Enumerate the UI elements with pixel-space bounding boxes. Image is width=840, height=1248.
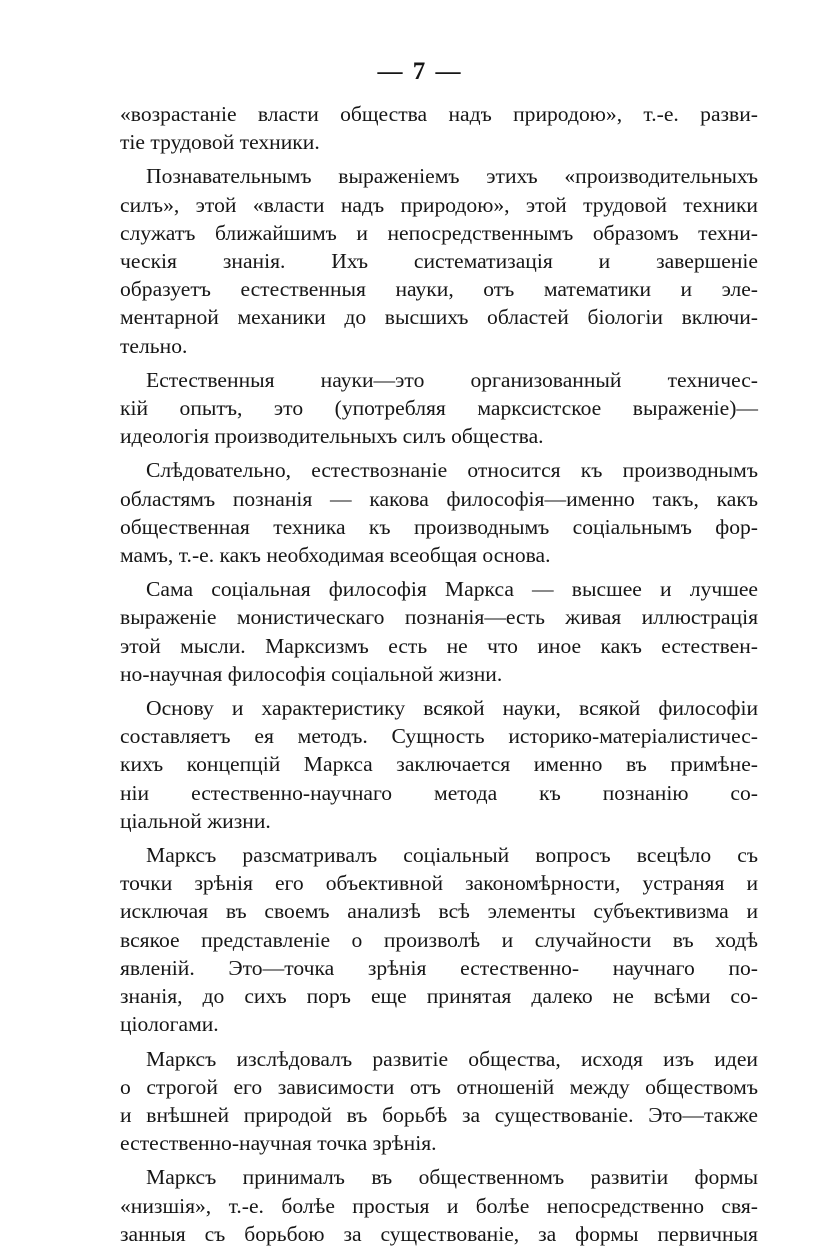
- text-line: Марксъ разсматривалъ соціальный вопросъ всецѣло съ: [146, 843, 758, 868]
- text-line: всякое представленіе о произволѣ и случайности въ ходѣ: [120, 927, 758, 952]
- text-line: ментарной механики до высшихъ областей біологіи включи-: [120, 305, 758, 330]
- text-line: ніи естественно-научнаго метода къ познанію со-: [120, 780, 758, 805]
- text-line: но-научная философія соціальной жизни.: [120, 661, 503, 686]
- text-line: общественная техника къ производнымъ соціальнымъ фор-: [120, 514, 758, 539]
- text-line: «возрастаніе власти общества надъ природою», т.-е. разви-: [120, 102, 758, 126]
- text-line: о строгой его зависимости отъ отношеній между обществомъ: [120, 1074, 758, 1099]
- text-line: точки зрѣнія его объективной закономѣрности, устраняя и: [120, 871, 758, 896]
- text-line: служатъ ближайшимъ и непосредственнымъ образомъ техни-: [120, 220, 758, 245]
- text-line: идеологія производительныхъ силъ общества.: [120, 424, 544, 449]
- text-line: кій опытъ, это (употребляя марксистское выраженіе)—: [120, 396, 758, 421]
- text-line: явленій. Это—точка зрѣнія естественно- научнаго по-: [120, 955, 758, 980]
- text-line: этой мысли. Марксизмъ есть не что иное какъ естествен-: [120, 633, 758, 658]
- text-line: Основу и характеристику всякой науки, всякой философіи: [146, 696, 758, 721]
- text-line: Марксъ изслѣдовалъ развитіе общества, исходя изъ идеи: [146, 1046, 758, 1071]
- text-line: Слѣдовательно, естествознаніе относится къ производнымъ: [146, 458, 758, 483]
- text-line: и внѣшней природой въ борьбѣ за существованіе. Это—также: [120, 1102, 758, 1127]
- text-line: естественно-научная точка зрѣнія.: [120, 1131, 437, 1156]
- text-line: Марксъ принималъ въ общественномъ развитіи формы: [146, 1165, 758, 1190]
- text-line: исключая въ своемъ анализѣ всѣ элементы субъективизма и: [120, 899, 758, 924]
- text-line: тельно.: [120, 333, 188, 358]
- body-text: [120, 100, 758, 1248]
- text-line: образуетъ естественныя науки, отъ математики и эле-: [120, 277, 758, 302]
- text-line: областямъ познанія — какова философія—именно такъ, какъ: [120, 486, 758, 511]
- text-line: знанія, до сихъ поръ еще принятая далеко не всѣми со-: [120, 984, 758, 1009]
- text-line: Естественныя науки—это организованный техничес-: [146, 367, 758, 392]
- text-line: ціологами.: [120, 1012, 219, 1037]
- text-line: составляетъ ея методъ. Сущность историко-матеріалистичес-: [120, 724, 758, 749]
- text-line: силъ», этой «власти надъ природою», этой трудовой техники: [120, 192, 758, 217]
- text-line: занныя съ борьбою за существованіе, за формы первичныя: [120, 1221, 758, 1246]
- text-line: выраженіе монистическаго познанія—есть живая иллюстрація: [120, 605, 758, 630]
- text-line: ческія знанія. Ихъ систематизація и завершеніе: [120, 249, 758, 274]
- text-line: кихъ концепцій Маркса заключается именно въ примѣне-: [120, 752, 758, 777]
- text-line: мамъ, т.-е. какъ необходимая всеобщая основа.: [120, 543, 551, 568]
- text-line: тіе трудовой техники.: [120, 130, 320, 155]
- text-line: Познавательнымъ выраженіемъ этихъ «производительныхъ: [146, 164, 758, 189]
- page-number: — 7 —: [377, 58, 463, 85]
- text-line: Сама соціальная философія Маркса — высшее и лучшее: [146, 577, 758, 602]
- text-line: ціальной жизни.: [120, 808, 271, 833]
- text-line: «низшія», т.-е. болѣе простыя и болѣе непосредственно свя-: [120, 1193, 758, 1218]
